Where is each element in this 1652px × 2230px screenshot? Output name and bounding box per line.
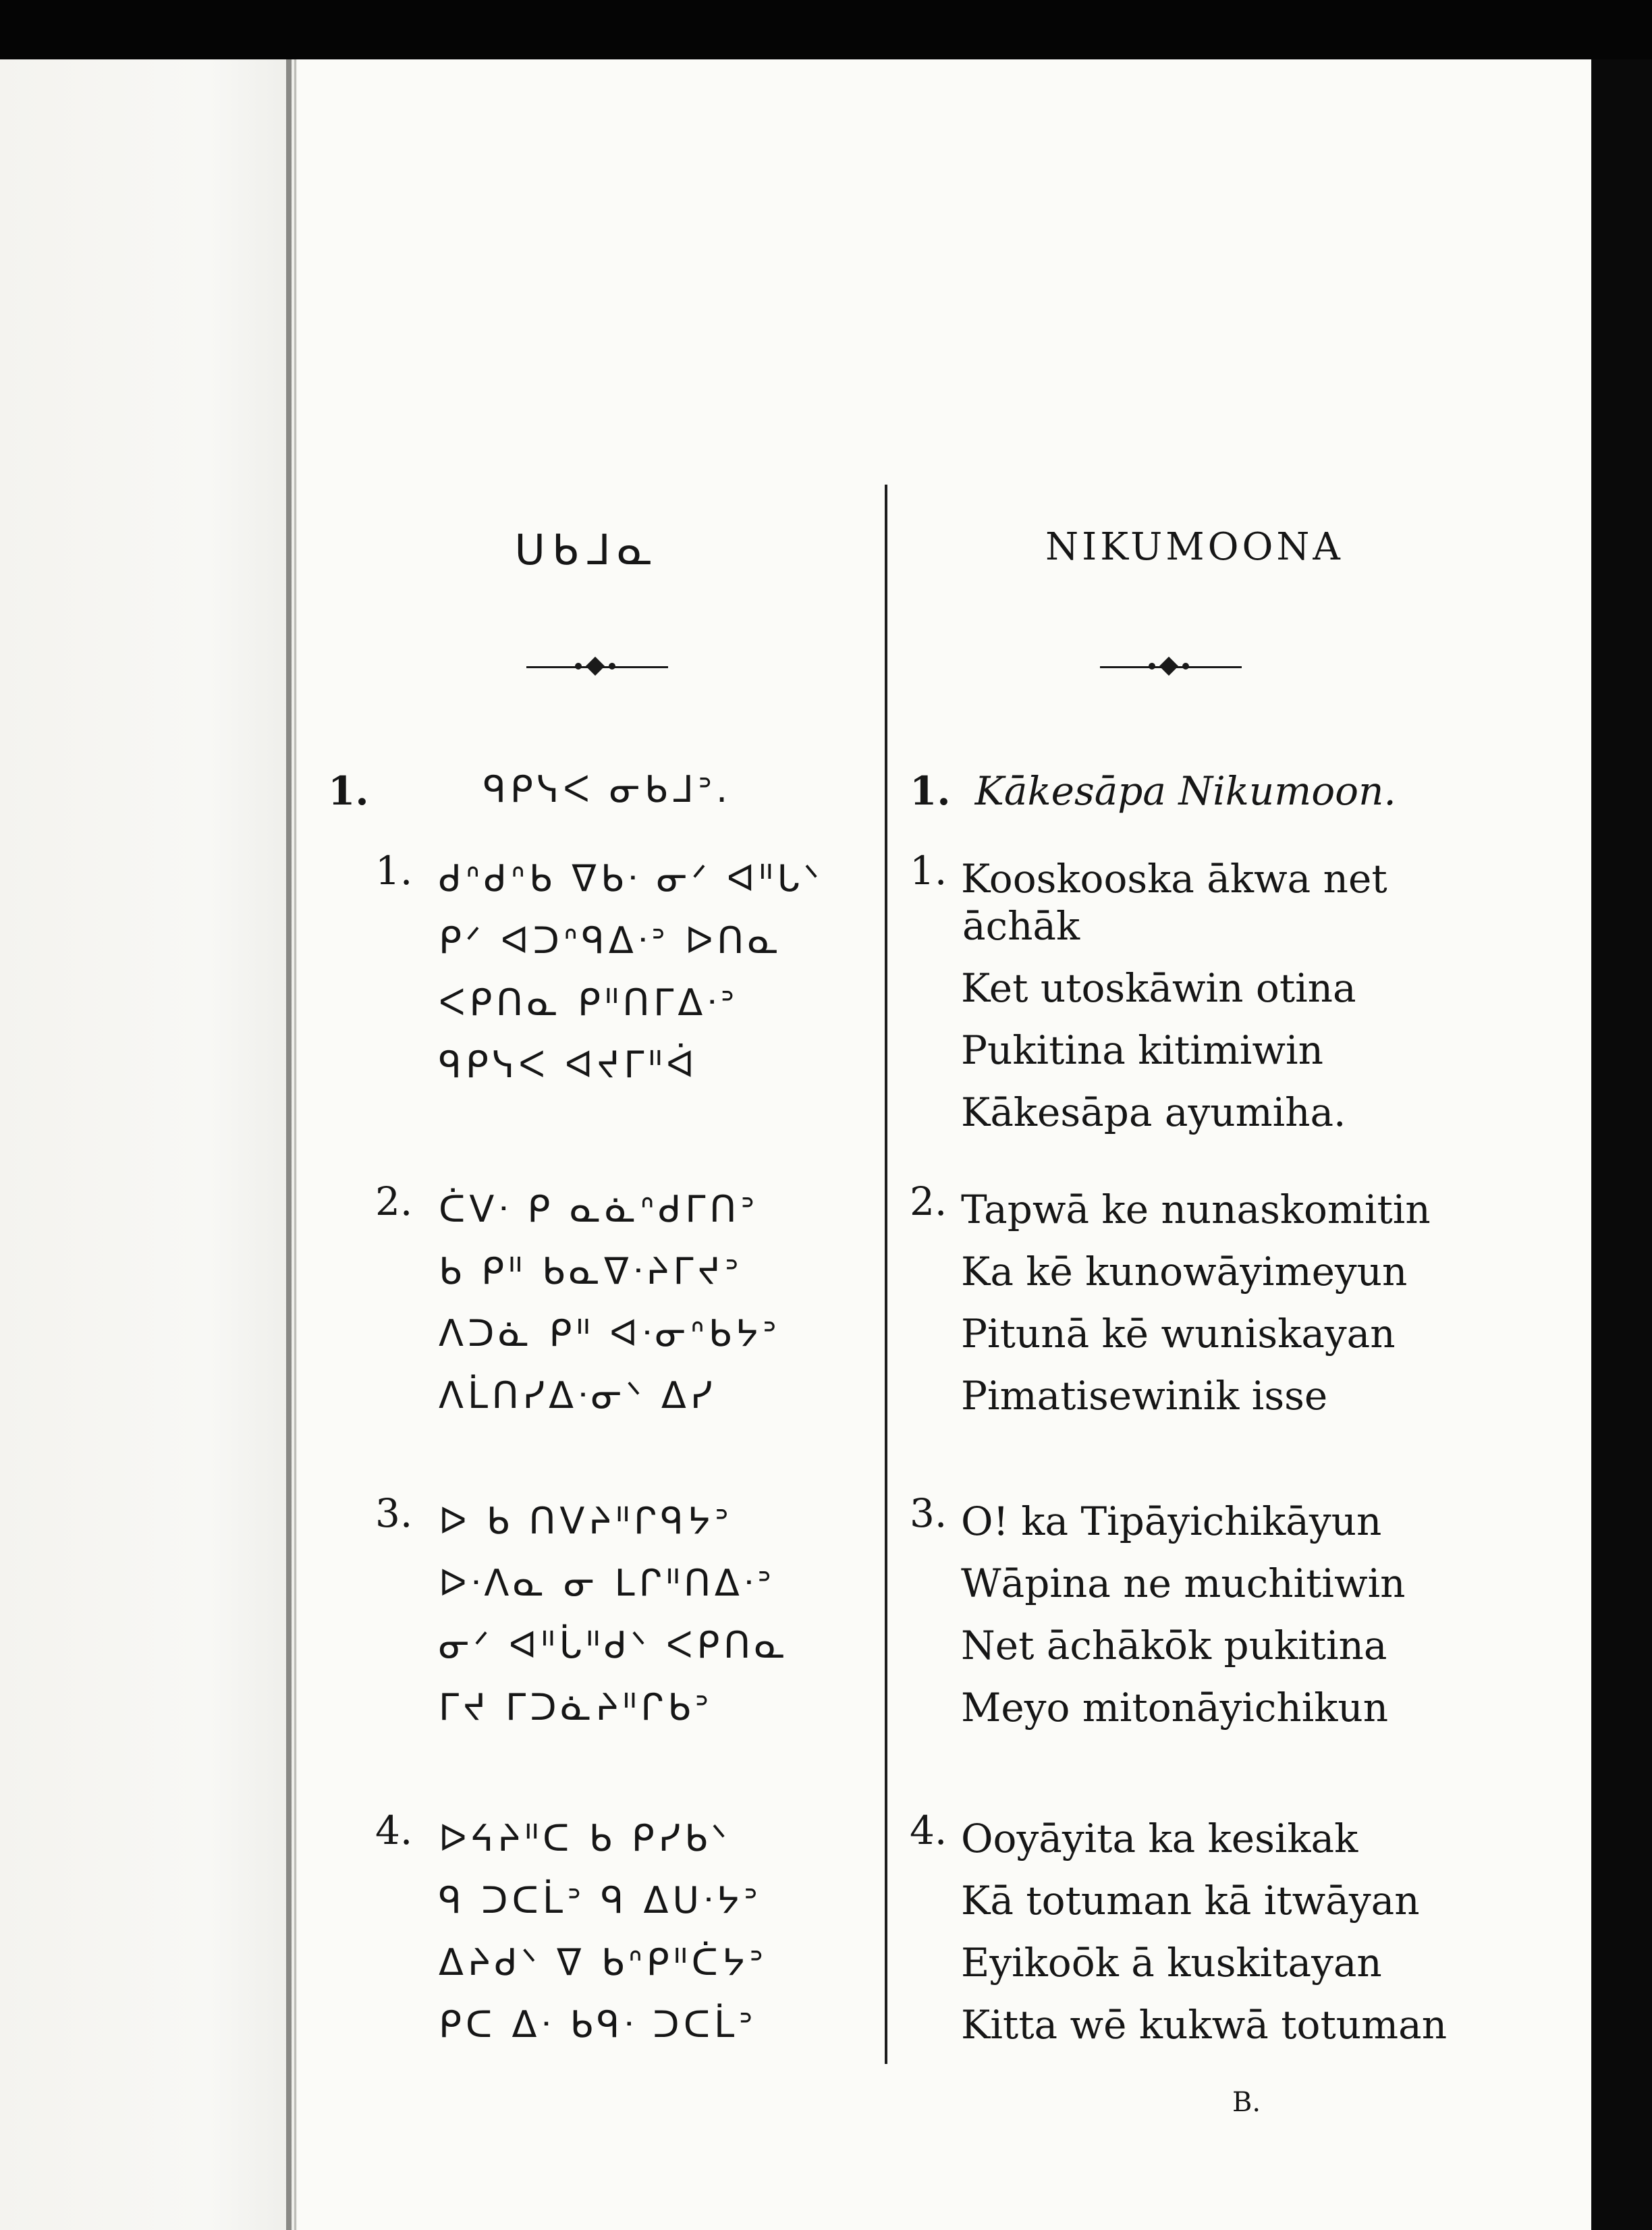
verse-line: Tapwā ke nunaskomitin — [961, 1187, 1431, 1232]
verse-line: Kākesāpa ayumiha. — [961, 1089, 1346, 1135]
verse-line: ᐅᔦᔨᐦᑕ ᑲ ᑭᓯᑲᐠ — [439, 1817, 732, 1859]
syllabics-verse-number: 1. — [375, 848, 413, 894]
verse-line: ᐅᐧᐱᓇ ᓂ ᒪᒋᐦᑎᐃᐧᐣ — [439, 1562, 775, 1604]
verse-line-continued: āchāk — [962, 903, 1080, 949]
syllabics-verse-2 — [439, 1178, 781, 1427]
gutter-rule-secondary — [294, 59, 296, 2230]
roman-verse-4 — [961, 1807, 1447, 2056]
verse-line: Wāpina ne muchitiwin — [961, 1560, 1406, 1606]
syllabics-hymn-number: 1. — [328, 768, 369, 814]
verse-line: Ooyāyita ka kesikak — [961, 1816, 1358, 1861]
syllabics-heading: ᑌᑲᒧᓇ — [514, 525, 660, 574]
verse-line: Ket utoskāwin otina — [961, 965, 1356, 1011]
verse-line: ᐱᑐᓈ ᑭᐦ ᐊᐧᓂᐢᑲᔭᐣ — [439, 1312, 781, 1355]
book-page — [0, 59, 1591, 2230]
verse-line: Meyo mitonāyichikun — [961, 1685, 1389, 1731]
verse-line: Kitta wē kukwā totuman — [961, 2002, 1448, 2048]
roman-hymn-title-row — [910, 768, 1396, 814]
roman-hymn-number: 1. — [910, 768, 951, 814]
verse-line: ᑲ ᑭᐦ ᑲᓇᐁᐧᔨᒥᔪᐣ — [439, 1250, 743, 1293]
heading-ornament-left — [526, 653, 668, 680]
syllabics-verse-1 — [439, 848, 823, 1096]
verse-line: Ka kē kunowāyimeyun — [961, 1249, 1408, 1295]
verse-line: Eyikoōk ā kuskitayan — [961, 1940, 1382, 1986]
binding-gutter — [0, 59, 297, 2230]
verse-line: Pimatisewinik isse — [961, 1373, 1328, 1419]
verse-line: Pukitina kitimiwin — [961, 1027, 1323, 1073]
gutter-rule — [286, 59, 292, 2230]
verse-line: ᑭᑕ ᐃᐧ ᑲᑫᐧ ᑐᑕᒫᐣ — [439, 2003, 757, 2046]
roman-hymn-title: Kākesāpa Nikumoon. — [974, 768, 1396, 814]
roman-verse-1 — [961, 848, 1387, 1143]
syllabics-verse-3 — [439, 1490, 790, 1739]
verse-line: ᐸᑭᑎᓇ ᑭᐦᑎᒥᐃᐧᐣ — [439, 981, 739, 1024]
verse-line: Kooskooska ākwa net — [961, 856, 1387, 902]
verse-line: Pitunā kē wuniskayan — [961, 1311, 1396, 1357]
verse-line: ᑫᑭᓭᐸ ᐊᔪᒥᐦᐋ — [439, 1043, 698, 1086]
verse-line: ᐃᔨᑯᐠ ᐁ ᑲᐢᑭᐦᑖᔭᐣ — [439, 1941, 768, 1984]
verse-line: O! ka Tipāyichikāyun — [961, 1498, 1382, 1544]
roman-verse-2 — [961, 1178, 1431, 1427]
verse-line: ᑭᐟ ᐊᑐᐢᑫᐃᐧᐣ ᐅᑎᓇ — [439, 919, 783, 962]
roman-verse-number: 4. — [910, 1807, 947, 1853]
column-divider — [885, 485, 887, 2064]
verse-line: ᐅ ᑲ ᑎᐯᔨᐦᒋᑫᔭᐣ — [439, 1500, 733, 1542]
syllabics-hymn-title: ᑫᑭᓭᐸ ᓂᑲᒧᐣ. — [483, 768, 732, 811]
verse-line: ᑯᐢᑯᐢᑲ ᐁᑲᐧ ᓂᐟ ᐊᐦᒐᐠ — [439, 857, 823, 900]
signature-mark: B. — [1232, 2087, 1261, 2118]
verse-line: ᒥᔪ ᒥᑐᓈᔨᐦᒋᑲᐣ — [439, 1686, 713, 1729]
verse-line: ᑫ ᑐᑕᒫᐣ ᑫ ᐃᑌᐧᔭᐣ — [439, 1879, 762, 1922]
heading-ornament-right — [1100, 653, 1242, 680]
roman-verse-number: 1. — [910, 848, 947, 894]
roman-verse-number: 2. — [910, 1178, 947, 1224]
syllabics-verse-4 — [439, 1807, 767, 2056]
verse-line: ᐱᒫᑎᓯᐃᐧᓂᐠ ᐃᓯ — [439, 1374, 717, 1417]
roman-verse-number: 3. — [910, 1490, 947, 1536]
verse-line: ᑖᐯᐧ ᑭ ᓇᓈᐢᑯᒥᑎᐣ — [439, 1188, 759, 1230]
syllabics-verse-number: 2. — [375, 1178, 413, 1224]
roman-verse-3 — [961, 1490, 1406, 1739]
syllabics-verse-number: 4. — [375, 1807, 413, 1853]
verse-line: ᓂᐟ ᐊᐦᒑᐦᑯᐠ ᐸᑭᑎᓇ — [439, 1624, 790, 1666]
verse-line: Net āchākōk pukitina — [961, 1623, 1387, 1668]
syllabics-verse-number: 3. — [375, 1490, 413, 1536]
verse-line: Kā totuman kā itwāyan — [961, 1878, 1420, 1924]
roman-heading: NIKUMOONA — [1045, 525, 1344, 569]
scan-border-top — [0, 0, 1652, 59]
scan-border-right — [1591, 59, 1652, 2230]
